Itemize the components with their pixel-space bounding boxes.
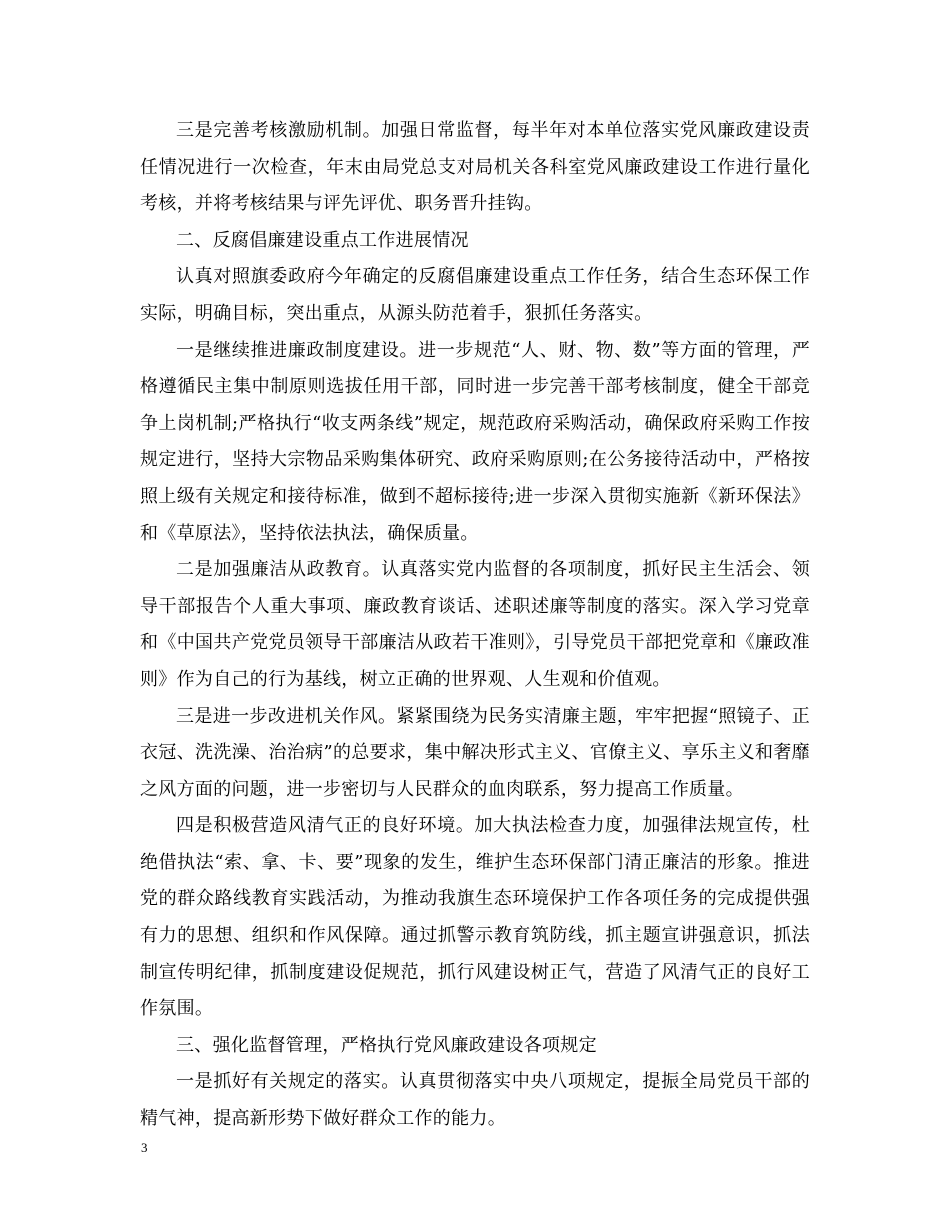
paragraph-section-2-intro: 认真对照旗委政府今年确定的反腐倡廉建设重点工作任务，结合生态环保工作实际，明确目标，突出重点，从源头防范着手，狠抓任务落实。 — [140, 266, 810, 324]
paragraph-assessment-mechanism: 三是完善考核激励机制。加强日常监督，每半年对本单位落实党风廉政建设责任情况进行一次检查，年末由局党总支对局机关各科室党风廉政建设工作进行量化考核，并将考核结果与评先评优、职务晋升挂钩。 — [140, 120, 810, 215]
section-heading-2: 二、反腐倡廉建设重点工作进展情况 — [176, 229, 469, 251]
body-text — [140, 113, 810, 1138]
paragraph-environment: 四是积极营造风清气正的良好环境。加大执法检查力度，加强律法规宣传，杜绝借执法“索、拿、卡、要”现象的发生，维护生态环保部门清正廉洁的形象。推进党的群众路线教育实践活动，为推动我旗生态环境保护工作各项任务的完成提供强有力的思想、组织和作风保障。通过抓警示教育筑防线，抓主题宣讲强意识，抓法制宣传明纪律，抓制度建设促规范，抓行风建设树正气，营造了风清气正的良好工作氛围。 — [140, 815, 810, 1020]
section-heading-3: 三、强化监督管理，严格执行党风廉政建设各项规定 — [176, 1034, 597, 1056]
paragraph-integrity-education: 二是加强廉洁从政教育。认真落实党内监督的各项制度，抓好民主生活会、领导干部报告个人重大事项、廉政教育谈话、述职述廉等制度的落实。深入学习党章和《中国共产党党员领导干部廉洁从政若干准则》，引导党员干部把党章和《廉政准则》作为自己的行为基线，树立正确的世界观、人生观和价值观。 — [140, 559, 810, 690]
paragraph-work-style: 三是进一步改进机关作风。紧紧围绕为民务实清廉主题，牢牢把握“照镜子、正衣冠、洗洗澡、治治病”的总要求，集中解决形式主义、官僚主义、享乐主义和奢靡之风方面的问题，进一步密切与人民群众的血肉联系，努力提高工作质量。 — [140, 705, 810, 800]
page-number: 3 — [141, 1140, 148, 1155]
paragraph-integrity-system: 一是继续推进廉政制度建设。进一步规范“人、财、物、数”等方面的管理，严格遵循民主集中制原则选拔任用干部，同时进一步完善干部考核制度，健全干部竞争上岗机制;严格执行“收支两条线”规定，规范政府采购活动，确保政府采购工作按规定进行，坚持大宗物品采购集体研究、政府采购原则;在公务接待活动中，严格按照上级有关规定和接待标准，做到不超标接待;进一步深入贯彻实施新《新环保法》和《草原法》，坚持依法执法，确保质量。 — [140, 339, 810, 544]
paragraph-regulations: 一是抓好有关规定的落实。认真贯彻落实中央八项规定，提振全局党员干部的精气神，提高新形势下做好群众工作的能力。 — [140, 1071, 810, 1130]
